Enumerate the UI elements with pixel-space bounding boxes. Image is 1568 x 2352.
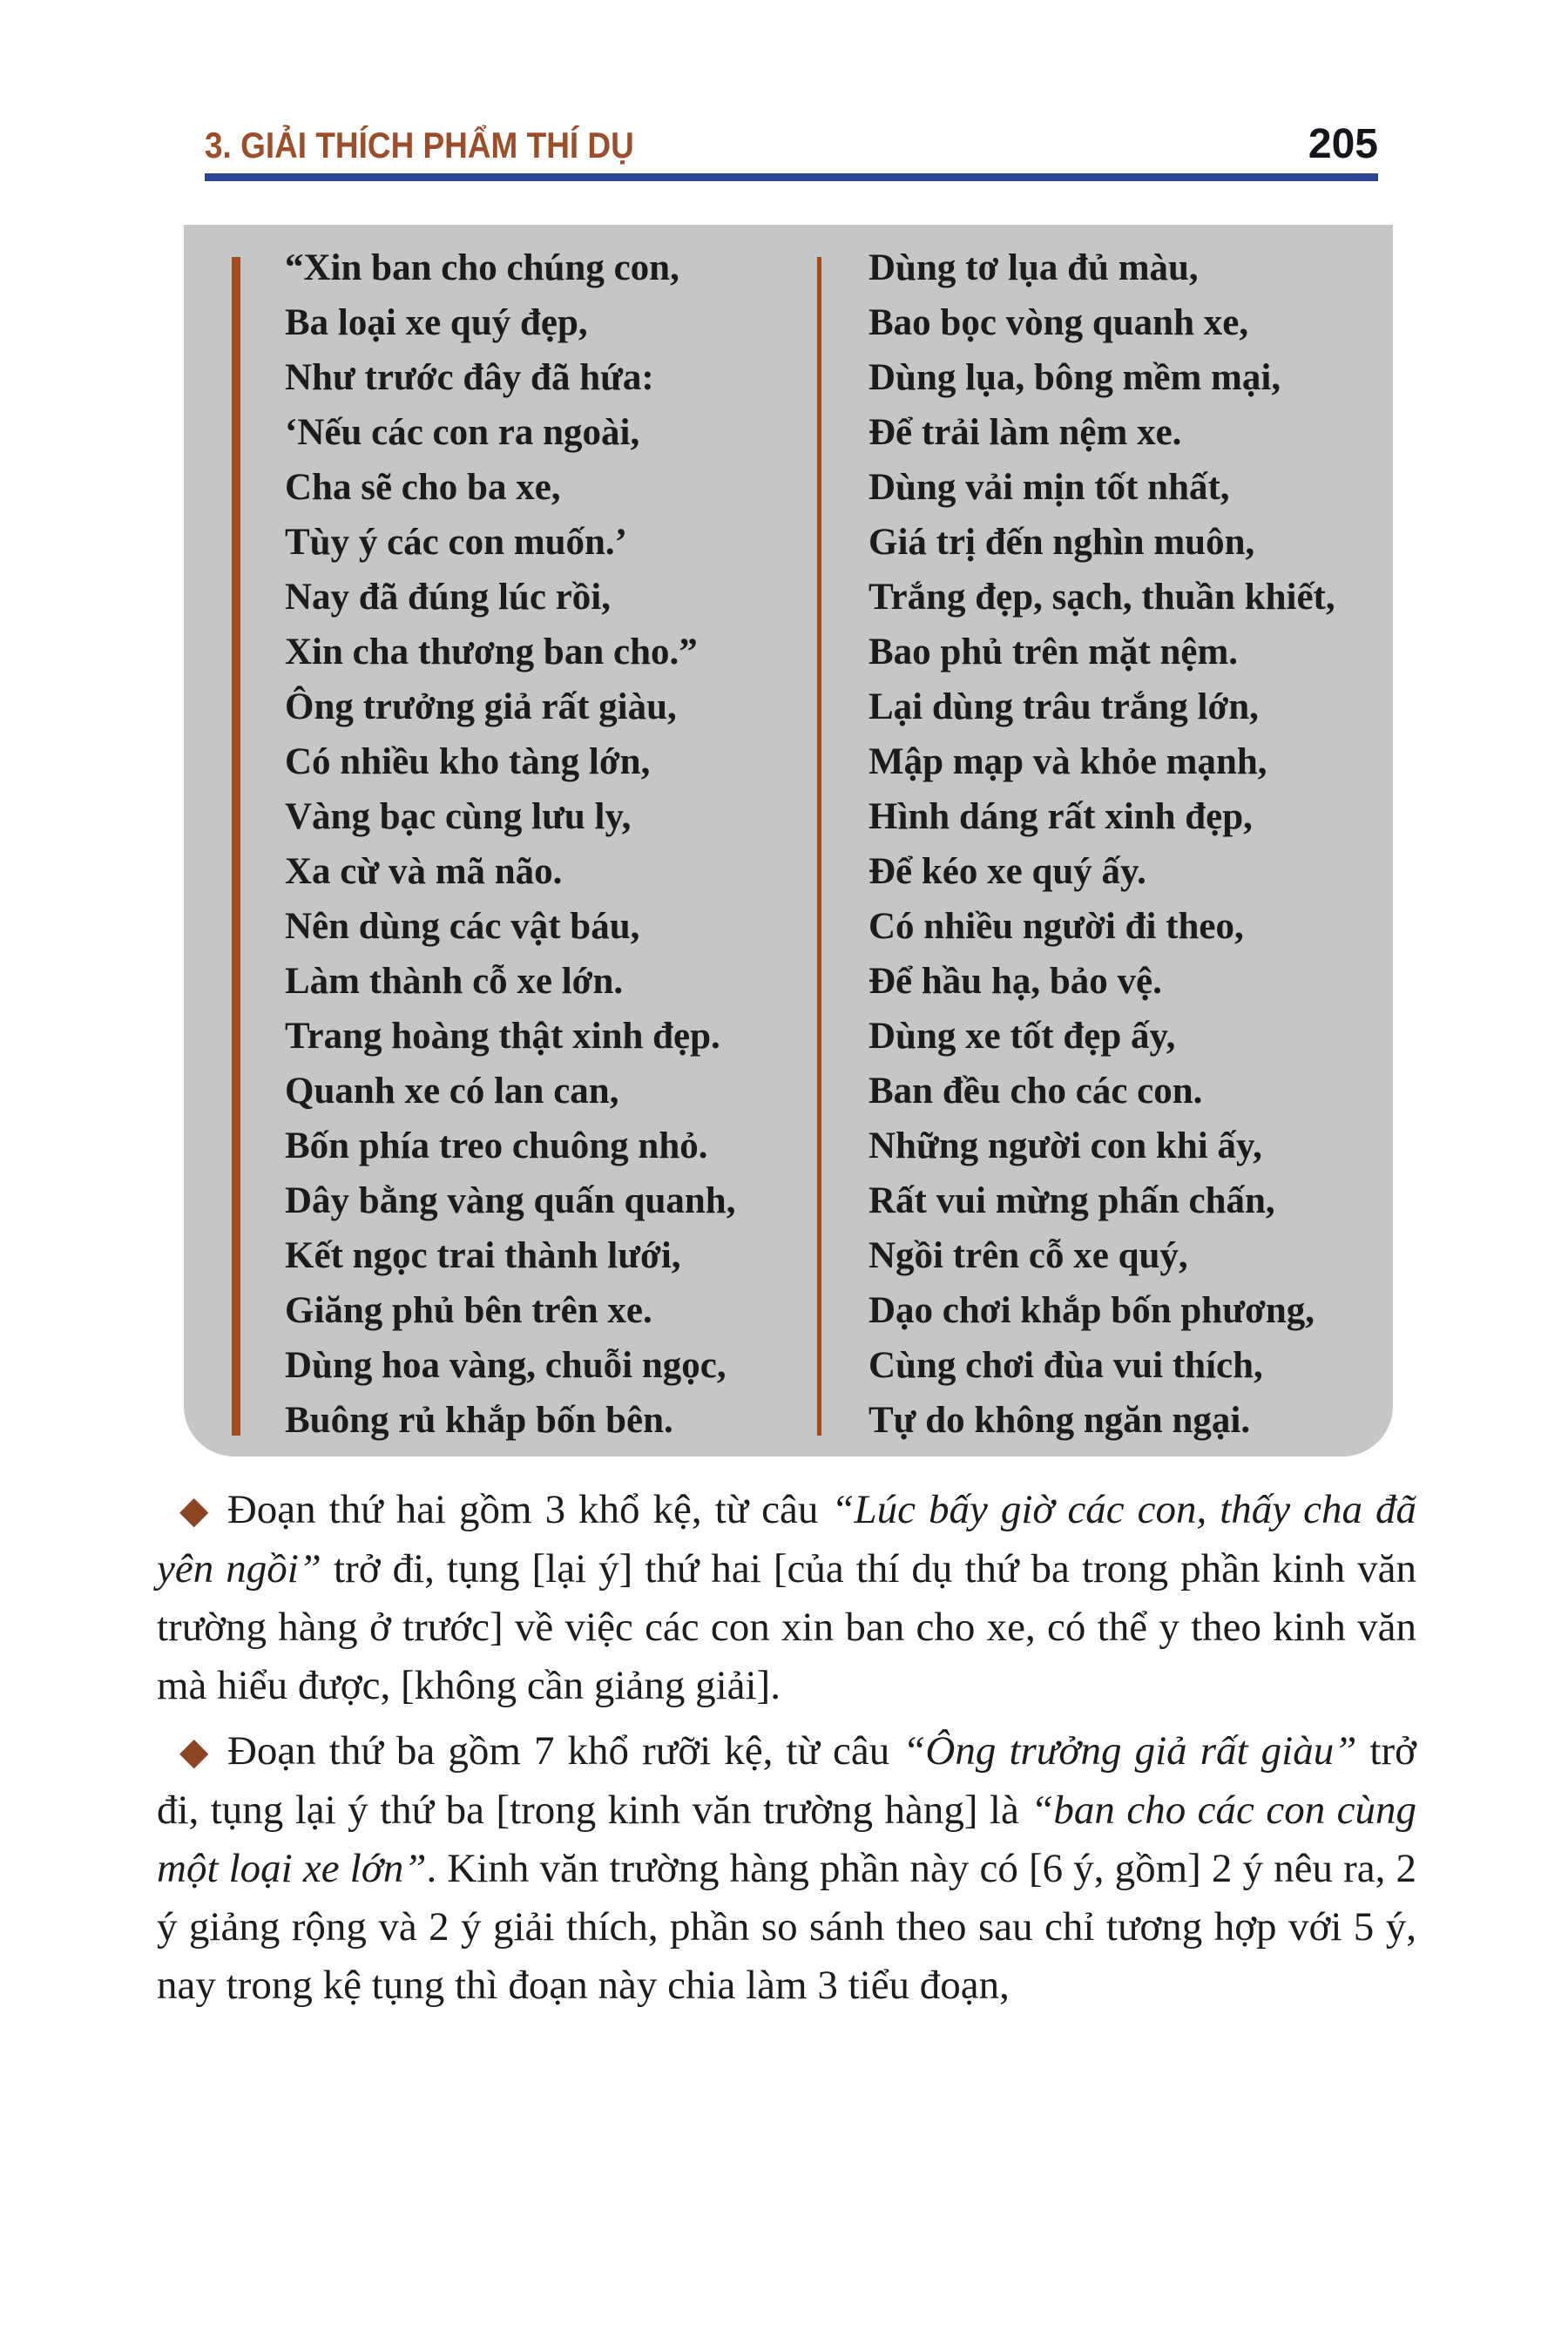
verse-line: Giăng phủ bên trên xe. (285, 1290, 652, 1331)
text-segment: Đoạn thứ hai gồm 3 khổ kệ, từ câu (226, 1487, 832, 1532)
verse-line: Trắng đẹp, sạch, thuần khiết, (868, 577, 1335, 618)
text-segment: trở đi, tụng lại ý thứ ba [trong kinh văn trường hàng] là (157, 1728, 1416, 1833)
paragraph (157, 1722, 1416, 2015)
verse-line: Để kéo xe quý ấy. (868, 851, 1146, 892)
verse-line: Giá trị đến nghìn muôn, (868, 522, 1255, 563)
page-number: 205 (1308, 121, 1378, 167)
verse-line: Dùng tơ lụa đủ màu, (868, 247, 1199, 288)
verse-line: Những người con khi ấy, (868, 1125, 1262, 1166)
verse-line: Nên dùng các vật báu, (285, 906, 640, 947)
verse-line: Để hầu hạ, bảo vệ. (868, 961, 1162, 1002)
verse-column-right (868, 240, 1335, 1448)
verse-line: Cha sẽ cho ba xe, (285, 467, 561, 508)
text-segment: “Lúc bấy giờ các con, thấy cha đã yên ngồi” (157, 1487, 1416, 1592)
verse-line: Rất vui mừng phấn chấn, (868, 1180, 1275, 1221)
verse-line: Tùy ý các con muốn.’ (285, 522, 627, 563)
verse-line: Ban đều cho các con. (868, 1071, 1203, 1112)
verse-line: Vàng bạc cùng lưu ly, (285, 796, 632, 837)
verse-left-bar (232, 257, 240, 1436)
verse-line: Quanh xe có lan can, (285, 1071, 619, 1112)
paragraph (157, 1481, 1416, 1715)
verse-line: Bao phủ trên mặt nệm. (868, 632, 1239, 672)
running-head (205, 120, 1378, 168)
verse-line: Ba loại xe quý đẹp, (285, 302, 588, 343)
verse-line: Xin cha thương ban cho.” (285, 632, 698, 672)
verse-line: Kết ngọc trai thành lưới, (285, 1235, 681, 1276)
verse-line: Dùng vải mịn tốt nhất, (868, 467, 1230, 508)
commentary (157, 1481, 1416, 2022)
chapter-title: 3. GIẢI THÍCH PHẨM THÍ DỤ (205, 125, 634, 166)
verse-line: Dùng hoa vàng, chuỗi ngọc, (285, 1345, 727, 1386)
verse-line: Ngồi trên cỗ xe quý, (868, 1235, 1188, 1276)
text-segment: . Kinh văn trường hàng phần này có [6 ý, gồm] 2 ý nêu ra, 2 ý giảng rộng và 2 ý giải thích, phần so sánh theo sau chỉ tương hợp với 5 ý, nay trong kệ tụng thì đoạn này chia làm 3 tiểu đoạn, (157, 1846, 1416, 2008)
text-segment: “ban cho các con cùng một loại xe lớn” (157, 1788, 1416, 1891)
verse-line: Buông rủ khắp bốn bên. (285, 1400, 673, 1441)
verse-line: Dùng lụa, bông mềm mại, (868, 357, 1281, 398)
verse-line: Có nhiều người đi theo, (868, 906, 1244, 947)
verse-line: Cùng chơi đùa vui thích, (868, 1345, 1263, 1386)
verse-column-left (285, 240, 735, 1448)
verse-line: Có nhiều kho tàng lớn, (285, 741, 651, 782)
verse-line: Dây bằng vàng quấn quanh, (285, 1180, 736, 1221)
text-segment: Đoạn thứ ba gồm 7 khổ rưỡi kệ, từ câu (226, 1728, 903, 1774)
text-segment: “Ông trưởng giả rất giàu” (902, 1728, 1357, 1774)
diamond-bullet-icon: ◆ (179, 1731, 212, 1773)
verse-line: Dùng xe tốt đẹp ấy, (868, 1016, 1176, 1057)
verse-line: “Xin ban cho chúng con, (285, 247, 679, 288)
verse-line: Tự do không ngăn ngại. (868, 1400, 1251, 1441)
verse-line: Trang hoàng thật xinh đẹp. (285, 1016, 720, 1057)
verse-box (184, 225, 1393, 1456)
diamond-bullet-icon: ◆ (179, 1490, 212, 1531)
verse-line: Mập mạp và khỏe mạnh, (868, 741, 1267, 782)
verse-line: Làm thành cỗ xe lớn. (285, 961, 624, 1002)
verse-line: Xa cừ và mã não. (285, 851, 563, 892)
verse-line: Bốn phía treo chuông nhỏ. (285, 1125, 708, 1166)
verse-line: Hình dáng rất xinh đẹp, (868, 796, 1253, 837)
verse-line: Nay đã đúng lúc rồi, (285, 577, 611, 618)
verse-line: Ông trưởng giả rất giàu, (285, 686, 677, 727)
verse-line: Như trước đây đã hứa: (285, 357, 654, 398)
verse-line: ‘Nếu các con ra ngoài, (285, 412, 640, 453)
verse-column-divider (817, 257, 821, 1436)
verse-line: Bao bọc vòng quanh xe, (868, 302, 1249, 343)
verse-line: Để trải làm nệm xe. (868, 412, 1182, 453)
header-rule (205, 173, 1378, 181)
verse-line: Dạo chơi khắp bốn phương, (868, 1290, 1315, 1331)
text-segment: trở đi, tụng [lại ý] thứ hai [của thí dụ thứ ba trong phần kinh văn trường hàng ở trước] về việc các con xin ban cho xe, có thể y theo kinh văn mà hiểu được, [không cần giảng giải]. (157, 1546, 1416, 1708)
verse-line: Lại dùng trâu trắng lớn, (868, 686, 1259, 727)
